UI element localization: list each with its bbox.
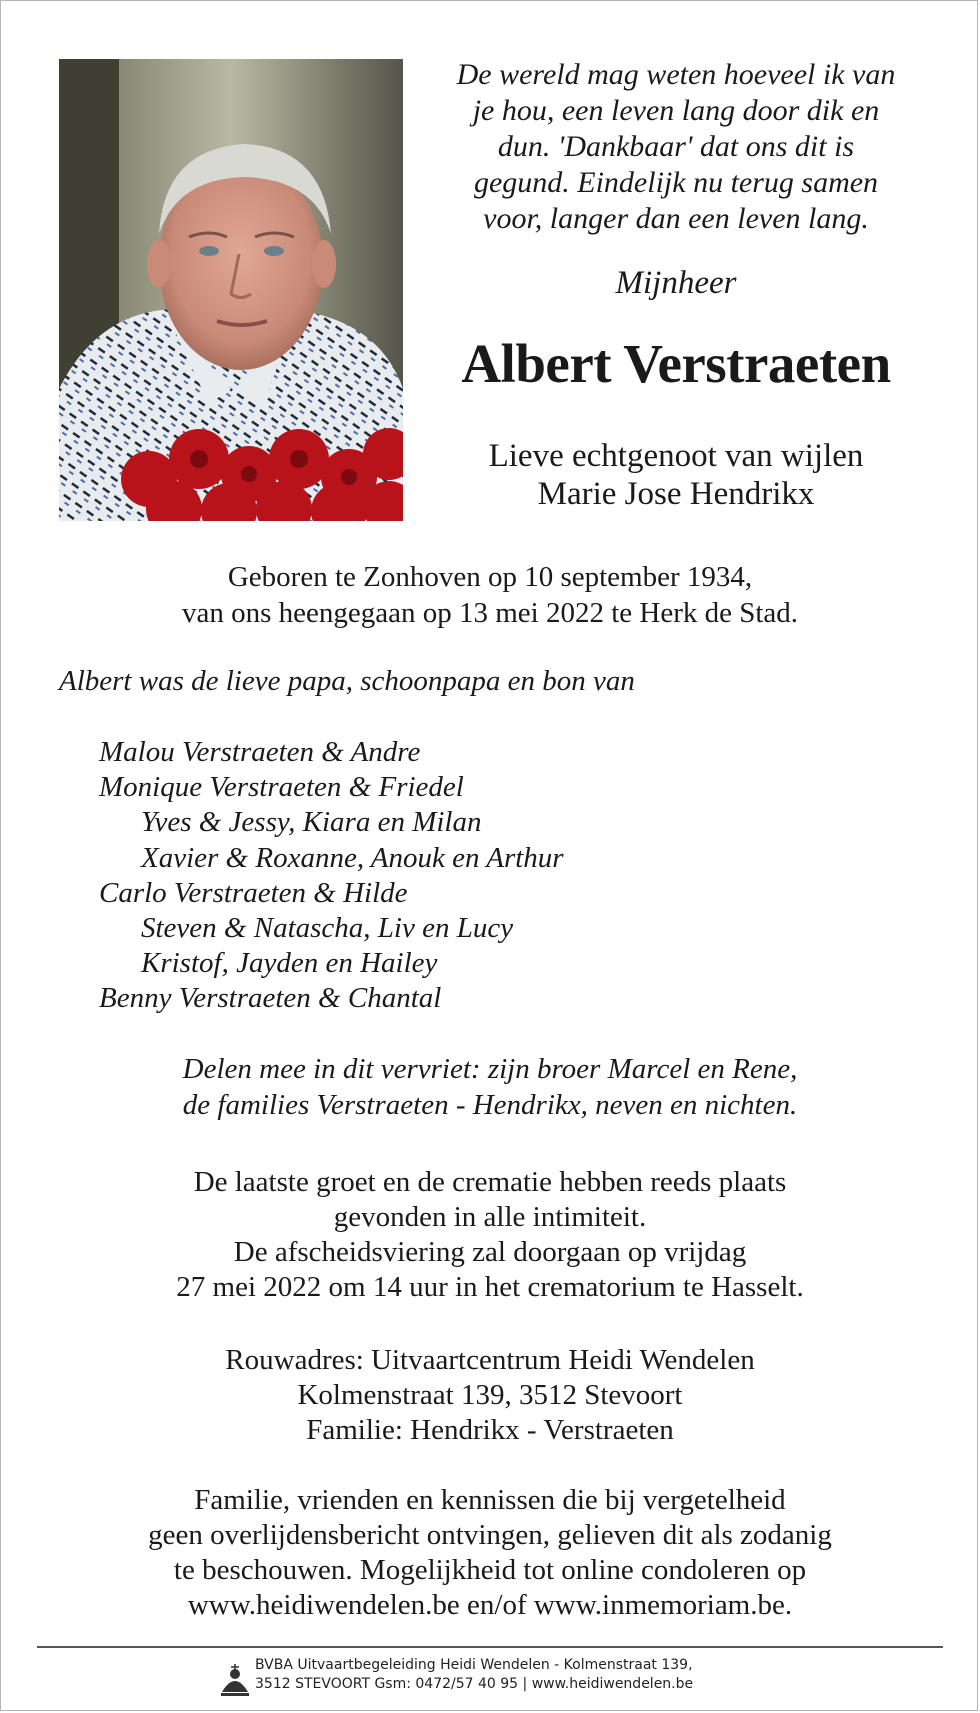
family-member: Benny Verstraeten & Chantal xyxy=(99,982,442,1015)
address-line: Rouwadres: Uitvaartcentrum Heidi Wendelen xyxy=(225,1344,755,1376)
deceased-name: Albert Verstraeten xyxy=(461,333,891,394)
ceremony-line: 27 mei 2022 om 14 uur in het crematorium te Hasselt. xyxy=(176,1271,804,1303)
notice-line: Familie, vrienden en kennissen die bij vergetelheid xyxy=(194,1484,786,1516)
shared-grief xyxy=(1,1051,979,1123)
footer xyxy=(219,1656,779,1704)
poem-line: De wereld mag weten hoeveel ik van xyxy=(456,58,896,91)
family-list xyxy=(99,735,564,1017)
ceremony-line: gevonden in alle intimiteit. xyxy=(333,1201,647,1233)
grandchild-member: Kristof, Jayden en Hailey xyxy=(141,947,438,980)
birth-death-info xyxy=(1,559,979,631)
family-intro: Albert was de lieve papa, schoonpapa en bon van xyxy=(59,665,635,697)
footer-line: 3512 STEVOORT Gsm: 0472/57 40 95 | www.heidiwendelen.be xyxy=(255,1676,694,1692)
address-line: Familie: Hendrikx - Verstraeten xyxy=(306,1414,674,1446)
funeral-home-logo-icon xyxy=(219,1662,251,1698)
grandchild-member: Steven & Natascha, Liv en Lucy xyxy=(141,912,514,945)
poem-line: voor, langer dan een leven lang. xyxy=(483,202,869,235)
poem-line: dun. 'Dankbaar' dat ons dit is xyxy=(497,130,855,163)
portrait-photo xyxy=(59,59,403,521)
birth-line: Geboren te Zonhoven op 10 september 1934, xyxy=(227,561,753,593)
grandchild-member: Xavier & Roxanne, Anouk en Arthur xyxy=(141,841,564,874)
spouse-text: Lieve echtgenoot van wijlen xyxy=(488,438,864,474)
footer-line: BVBA Uitvaartbegeleiding Heidi Wendelen - Kolmenstraat 139, xyxy=(255,1657,693,1673)
mourning-address xyxy=(1,1343,979,1448)
family-member: Carlo Verstraeten & Hilde xyxy=(99,876,408,909)
death-line: van ons heengegaan op 13 mei 2022 te Herk de Stad. xyxy=(181,597,799,629)
footer-divider xyxy=(37,1646,943,1648)
ceremony-line: De afscheidsviering zal doorgaan op vrijdag xyxy=(233,1236,747,1268)
ceremony-line: De laatste groet en de crematie hebben reeds plaats xyxy=(193,1166,787,1198)
shared-grief-line: de families Verstraeten - Hendrikx, neven en nichten. xyxy=(182,1089,798,1121)
poem xyxy=(431,57,921,237)
notice-line: te beschouwen. Mogelijkheid tot online condoleren op xyxy=(173,1554,807,1586)
grandchild-member: Yves & Jessy, Kiara en Milan xyxy=(141,806,482,839)
family-member: Malou Verstraeten & Andre xyxy=(99,736,421,768)
footer-text xyxy=(255,1656,693,1694)
honorific: Mijnheer xyxy=(615,265,737,301)
poem-line: je hou, een leven lang door dik en xyxy=(472,94,880,127)
notice-line: geen overlijdensbericht ontvingen, gelieven dit als zodanig xyxy=(148,1519,832,1551)
notice xyxy=(1,1483,979,1623)
address-line: Kolmenstraat 139, 3512 Stevoort xyxy=(297,1379,683,1411)
ceremony-info xyxy=(1,1165,979,1305)
spouse-line xyxy=(431,437,921,513)
shared-grief-line: Delen mee in dit vervriet: zijn broer Marcel en Rene, xyxy=(182,1053,798,1085)
portrait-photo-illustration xyxy=(59,59,403,521)
spouse-name: Marie Jose Hendrikx xyxy=(537,476,815,512)
family-member: Monique Verstraeten & Friedel xyxy=(99,771,464,804)
poem-line: gegund. Eindelijk nu terug samen xyxy=(473,166,879,199)
notice-line: www.heidiwendelen.be en/of www.inmemoriam.be. xyxy=(187,1589,793,1621)
